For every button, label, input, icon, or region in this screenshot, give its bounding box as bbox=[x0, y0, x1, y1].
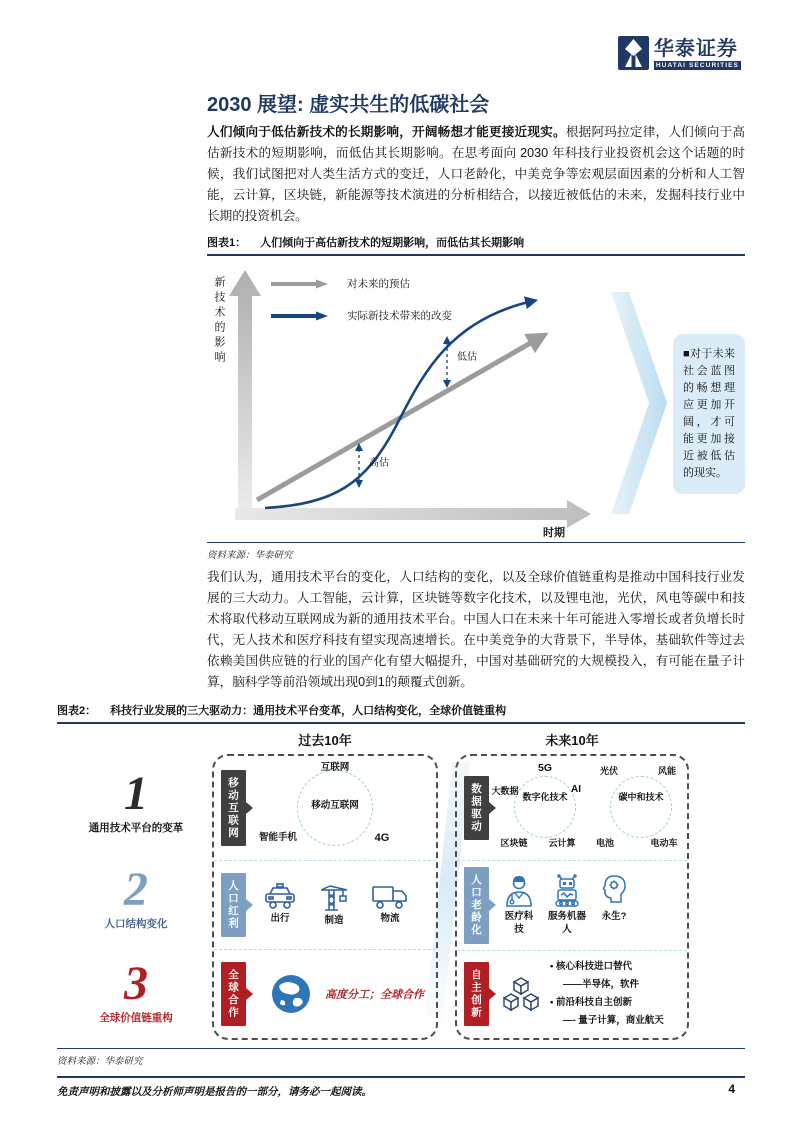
future-row-innovation bbox=[457, 951, 687, 1039]
legend-forecast bbox=[271, 276, 452, 291]
underestimate-label: 低估 bbox=[457, 352, 477, 363]
legend-actual bbox=[271, 308, 452, 323]
robot-icon bbox=[550, 874, 584, 908]
item-manufacturing-label: 制造 bbox=[324, 915, 344, 927]
figure-2-caption bbox=[57, 702, 745, 724]
column-header-past: 过去10年 bbox=[298, 733, 352, 748]
figure-1 bbox=[207, 234, 745, 561]
x-axis-arrow bbox=[235, 500, 591, 528]
driver-1-label: 通用技术平台的变革 bbox=[88, 822, 184, 834]
legend-forecast-label: 对未来的预估 bbox=[347, 278, 410, 290]
figure-1-source: 资料来源：华泰研究 bbox=[207, 542, 745, 561]
bullet-import-substitution: • 核心科技进口替代 bbox=[550, 961, 632, 973]
footer-disclaimer: 免责声明和披露以及分析师声明是报告的一部分，请务必一起阅读。 bbox=[57, 1086, 372, 1098]
future-row-platform bbox=[457, 756, 687, 861]
item-immortality-label: 永生? bbox=[601, 911, 627, 923]
blue-arrow-icon bbox=[271, 311, 329, 321]
item-manufacturing bbox=[317, 882, 351, 927]
past-row-platform bbox=[214, 756, 436, 861]
cluster-label-internet: 互联网 bbox=[320, 762, 350, 773]
figure-1-label: 图表1： bbox=[207, 237, 247, 249]
cluster-label-solar: 光伏 bbox=[599, 766, 618, 776]
tag-global-cooperation: 全球合作 bbox=[221, 962, 246, 1026]
tag-demographic-dividend: 人口红利 bbox=[221, 873, 246, 937]
figure-1-caption bbox=[207, 234, 745, 256]
driver-1-number: 1 bbox=[124, 767, 148, 820]
cluster-label-ev: 电动车 bbox=[650, 838, 678, 848]
gray-arrow-icon bbox=[271, 279, 329, 289]
paragraph-1-body: 根据阿玛拉定律，人们倾向于高估新技术的短期影响，而低估其长期影响。在思考面向 2030 年科技行业投资机会这个话题的时候，我们试图把对人类生活方式的变迁，人口老龄化，中美竞争等宏观层面因素的分析和人工智能，云计算，区块链，新能源等技术演进的分析相结合，以接近被低估的未来，发掘科技行业中长期的投资机会。 bbox=[207, 125, 746, 224]
driver-2-label: 人口结构变化 bbox=[104, 918, 168, 930]
digital-tech-cluster bbox=[491, 762, 585, 854]
page-title: 2030 展望: 虚实共生的低碳社会 bbox=[207, 94, 490, 116]
crane-icon bbox=[317, 882, 351, 912]
item-mobility-label: 出行 bbox=[270, 913, 290, 925]
page-number: 4 bbox=[728, 1082, 735, 1096]
cluster-label-4g: 4G bbox=[374, 832, 390, 844]
overestimate-label: 高估 bbox=[369, 458, 389, 469]
figure-2 bbox=[57, 702, 745, 1067]
figure-2-source: 资料来源：华泰研究 bbox=[57, 1048, 745, 1067]
brand-name-cn: 华泰证券 bbox=[653, 38, 738, 60]
drivers-diagram bbox=[57, 726, 745, 1048]
figure-1-chart bbox=[207, 260, 607, 542]
cluster-label-carbon-tech: 碳中和技术 bbox=[618, 792, 664, 802]
globe-icon bbox=[269, 972, 313, 1016]
figure-2-title: 科技行业发展的三大驱动力：通用技术平台变革，人口结构变化，全球价值链重构 bbox=[110, 705, 507, 717]
cluster-label-battery: 电池 bbox=[595, 838, 614, 848]
taxi-icon bbox=[263, 882, 297, 910]
past-row-demographics bbox=[214, 861, 436, 950]
driver-3-label: 全球价值链重构 bbox=[99, 1012, 173, 1024]
driver-3-number: 3 bbox=[124, 957, 148, 1010]
bullet-quantum-space: —- 量子计算，商业航天 bbox=[563, 1015, 664, 1027]
past-decade-box bbox=[212, 754, 438, 1040]
column-header-future: 未来10年 bbox=[545, 733, 599, 748]
bullet-frontier-innovation: • 前沿科技自主创新 bbox=[550, 997, 632, 1009]
chart-legend bbox=[271, 276, 452, 323]
tag-data-driven: 数据驱动 bbox=[464, 776, 489, 840]
item-medical-tech bbox=[502, 874, 536, 936]
mobile-internet-cluster bbox=[257, 762, 409, 854]
tag-mobile-internet: 移动互联网 bbox=[221, 770, 246, 847]
future-decade-box bbox=[455, 754, 689, 1040]
head-gears-icon bbox=[598, 874, 630, 908]
y-axis-label: 新技术的影响 bbox=[213, 276, 225, 366]
cluster-label-wind: 风能 bbox=[657, 766, 676, 776]
driver-2 bbox=[65, 863, 207, 931]
future-row-demographics bbox=[457, 861, 687, 951]
figure-1-title: 人们倾向于高估新技术的短期影响，而低估其长期影响 bbox=[260, 237, 525, 249]
chevron-shape bbox=[607, 262, 673, 544]
tag-independent-innovation: 自主创新 bbox=[464, 962, 489, 1026]
cubes-icon bbox=[500, 974, 542, 1014]
huatai-logo-icon bbox=[618, 36, 649, 70]
figure-2-label: 图表2： bbox=[57, 705, 97, 717]
paragraph-1-lead: 人们倾向于低估新技术的长期影响，开阔畅想才能更接近现实。 bbox=[207, 125, 566, 139]
cluster-label-digital-tech: 数字化技术 bbox=[522, 792, 568, 802]
cluster-label-blockchain: 区块链 bbox=[500, 838, 528, 848]
item-medical-label: 医疗科技 bbox=[504, 911, 534, 935]
driver-3 bbox=[65, 957, 207, 1025]
paragraph-2: 我们认为，通用技术平台的变化，人口结构的变化，以及全球价值链重构是推动中国科技行业发展的三大动力。人工智能，云计算，区块链等数字化技术，以及锂电池，光伏，风电等碳中和技术将取代移动互联网成为新的通用技术平台。中国人口在未来十年可能进入零增长或者负增长时代，无人技术和医疗科技有望实现高速增长。在中美竞争的大背景下，半导体，基础软件等过去依赖美国供应链的行业的国产化有望大幅提升，中国对基础研究的大规模投入，有可能在量子计算，脑科学等前沿领域出现0到1的颠覆式创新。 bbox=[207, 570, 745, 690]
bullet-semiconductor-software: ——半导体，软件 bbox=[563, 979, 640, 991]
item-logistics bbox=[371, 882, 409, 925]
driver-2-number: 2 bbox=[124, 863, 148, 916]
y-axis-arrow bbox=[229, 270, 261, 512]
item-mobility bbox=[263, 882, 297, 925]
innovation-bullets bbox=[550, 958, 664, 1030]
legend-actual-label: 实际新技术带来的改变 bbox=[347, 310, 452, 322]
tag-aging-population: 人口老龄化 bbox=[464, 867, 489, 944]
huatai-logo bbox=[618, 36, 741, 70]
item-service-robot bbox=[546, 874, 588, 936]
cluster-label-big-data: 大数据 bbox=[491, 786, 519, 796]
item-logistics-label: 物流 bbox=[380, 913, 400, 925]
cluster-label-cloud: 云计算 bbox=[548, 838, 576, 848]
doctor-icon bbox=[502, 874, 536, 908]
cluster-label-ai: AI bbox=[571, 784, 581, 795]
paragraph-1 bbox=[207, 122, 745, 227]
carbon-tech-cluster bbox=[592, 762, 681, 854]
cooperation-text: 高度分工；全球合作 bbox=[325, 989, 424, 1001]
footer-divider bbox=[57, 1076, 745, 1078]
cluster-label-smartphone: 智能手机 bbox=[258, 832, 297, 843]
dashed-circle bbox=[610, 776, 672, 838]
past-row-globalization bbox=[214, 950, 436, 1038]
callout-box: ■对于未来社会蓝图的畅想理应更加开阔，才可能更加接近被低估的现实。 bbox=[673, 334, 745, 494]
brand-name-en: HUATAI SECURITIES bbox=[655, 62, 739, 69]
actual-curve bbox=[265, 301, 533, 508]
x-axis-label: 时期 bbox=[543, 527, 565, 539]
cluster-label-5g: 5G bbox=[537, 762, 552, 774]
truck-icon bbox=[371, 882, 409, 910]
driver-1 bbox=[65, 767, 207, 835]
item-robot-label: 服务机器人 bbox=[547, 911, 586, 935]
cluster-label-mobile-internet: 移动互联网 bbox=[311, 800, 359, 811]
item-immortality bbox=[598, 874, 630, 923]
